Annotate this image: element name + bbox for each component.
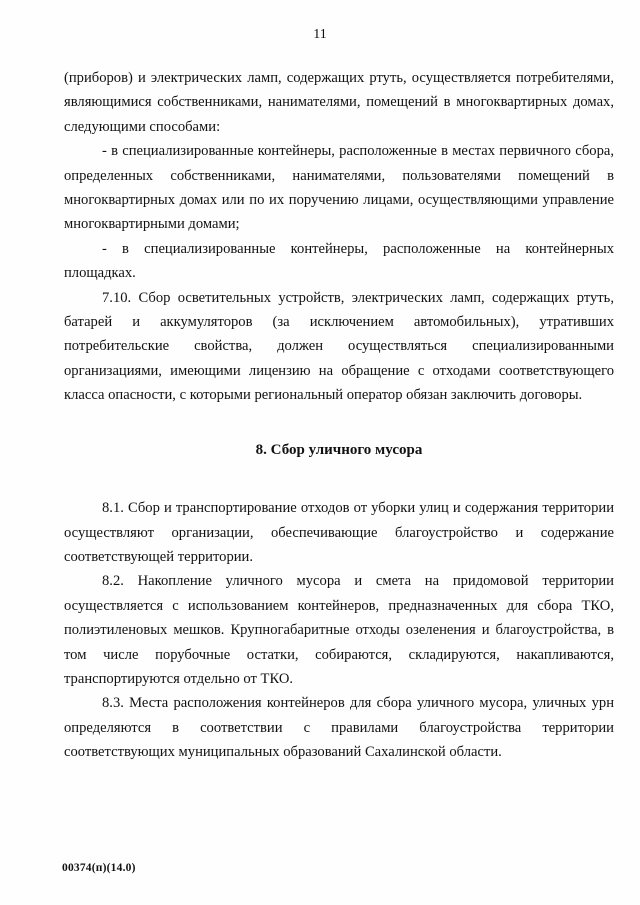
paragraph-8-3: 8.3. Места расположения контейнеров для сбора уличного мусора, уличных урн определяются в соответствии с правилами благоустройства территории соответствующих муниципальных образований Сахалинской области. — [64, 695, 614, 761]
document-body — [64, 66, 614, 765]
paragraph-8-1: 8.1. Сбор и транспортирование отходов от уборки улиц и содержания территории осуществляют организации, обеспечивающие благоустройство и содержание соответствующей территории. — [64, 500, 614, 565]
paragraph-8-2: 8.2. Накопление уличного мусора и смета на придомовой территории осуществляется с использованием контейнеров, предназначенных для сбора ТКО, полиэтиленовых мешков. Крупногабаритные отходы озеленения и благоустройства, в том числе порубочные остатки, собираются, складируются, накапливаются, транспортируются отдельно от ТКО. — [64, 573, 614, 687]
section-heading: 8. Сбор уличного мусора — [255, 441, 423, 458]
paragraph-list-item-containers-primary: - в специализированные контейнеры, расположенные в местах первичного сбора, определенных собственниками, нанимателями, пользователями помещений в многоквартирных домах или по их поручению лицами, осуществляющими управление многоквартирными домами; — [64, 143, 614, 233]
paragraph-7-10: 7.10. Сбор осветительных устройств, электрических ламп, содержащих ртуть, батарей и аккумуляторов (за исключением автомобильных), утративших потребительские свойства, должен осуществляться специализированными организациями, имеющими лицензию на обращение с отходами соответствующего класса опасности, с которыми региональный оператор обязан заключить договоры. — [64, 289, 614, 404]
document-code: 00374(п)(14.0) — [62, 862, 136, 874]
paragraph-continuation: (приборов) и электрических ламп, содержащих ртуть, осуществляется потребителями, являющимися собственниками, нанимателями, помещений в многоквартирных домах, следующими способами: — [64, 70, 614, 135]
paragraph-list-item-container-sites: - в специализированные контейнеры, расположенные на контейнерных площадках. — [64, 240, 614, 282]
page-number: 11 — [313, 27, 327, 42]
